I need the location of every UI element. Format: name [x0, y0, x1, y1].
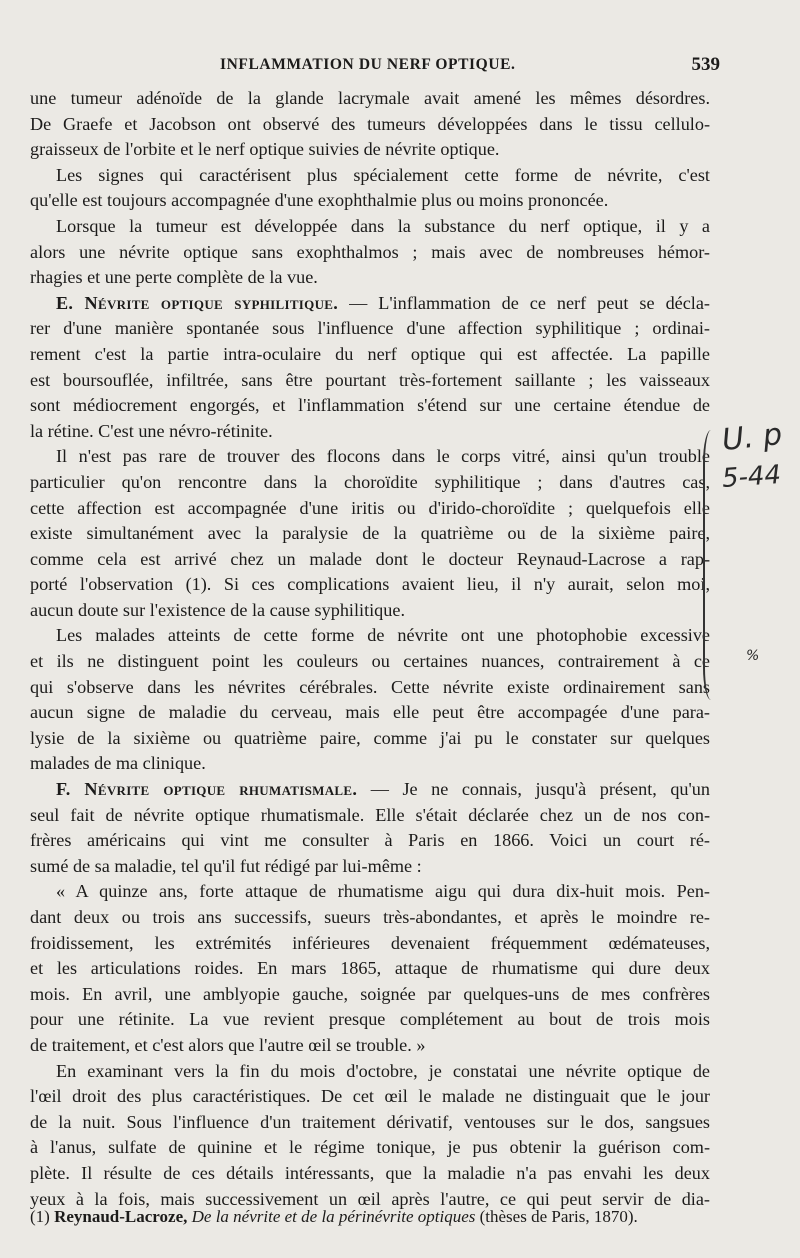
line-text: Lorsque la tumeur est développée dans la substance du nerf optique, il y a: [56, 215, 710, 236]
text-line: [30, 726, 710, 752]
page-number: 539: [691, 54, 720, 75]
text-line: [30, 419, 710, 445]
footnote-title: De la névrite et de la périnévrite optiques: [191, 1207, 476, 1226]
text-line: [30, 1110, 710, 1136]
text-line: [30, 982, 710, 1008]
line-text: rement c'est la partie intra-oculaire du nerf optique qui est affectée. La papille: [30, 343, 710, 364]
text-line: [30, 1059, 710, 1085]
text-line: [30, 86, 710, 112]
line-text: frères américains qui vint me consulter à Paris en 1866. Voici un court ré-: [30, 830, 710, 851]
line-text: de traitement, et c'est alors que l'autre œil se trouble. »: [30, 1034, 426, 1055]
footnote-marker: (1): [30, 1207, 50, 1226]
line-text: est boursouflée, infiltrée, sans être pourtant très-fortement saillante ; les vaisseaux: [30, 369, 710, 390]
text-line: [30, 496, 710, 522]
text-line: [30, 675, 710, 701]
line-text: seul fait de névrite optique rhumatismale. Elle s'était déclarée chez un de nos con-: [30, 804, 710, 825]
section-heading-line: [30, 777, 710, 803]
line-text: la rétine. C'est une névro-rétinite.: [30, 420, 273, 441]
handwritten-note: U. p: [720, 416, 784, 459]
line-text: existe simultanément avec la paralysie de la quatrième ou de la sixième paire,: [30, 523, 710, 544]
line-text: sumé de sa maladie, tel qu'il fut rédigé par lui-même :: [30, 855, 422, 876]
text-line: [30, 879, 710, 905]
line-text: froidissement, les extrémités inférieures devenaient fréquemment œdémateuses,: [30, 932, 710, 953]
text-line: [30, 240, 710, 266]
text-line: [30, 1161, 710, 1187]
line-text: — L'inflammation de ce nerf peut se décla-: [338, 292, 710, 313]
line-text: lysie de la sixième ou quatrième paire, comme j'ai pu le constater sur quelques: [30, 727, 710, 748]
line-text: une tumeur adénoïde de la glande lacrymale avait amené les mêmes désordres.: [30, 88, 710, 108]
line-text: de la nuit. Sous l'influence d'un traitement dérivatif, ventouses sur le dos, sangsues: [30, 1111, 710, 1132]
text-line: [30, 214, 710, 240]
text-line: [30, 112, 710, 138]
line-text: aucun doute sur l'existence de la cause syphilitique.: [30, 599, 405, 620]
footnote-author: Reynaud-Lacroze,: [54, 1207, 188, 1226]
text-line: [30, 137, 710, 163]
text-line: [30, 956, 710, 982]
line-text: yeux à la fois, mais successivement un œil après l'autre, ce qui peut servir de dia-: [30, 1188, 710, 1209]
line-text: sont médiocrement engorgés, et l'inflammation s'étend sur une certaine étendue de: [30, 395, 710, 416]
line-text: « A quinze ans, forte attaque de rhumatisme aigu qui dura dix-huit mois. Pen-: [56, 881, 710, 902]
text-line: [30, 751, 710, 777]
text-line: [30, 828, 710, 854]
text-line: [30, 700, 710, 726]
text-line: [30, 547, 710, 573]
line-text: qu'elle est toujours accompagnée d'une exophthalmie plus ou moins prononcée.: [30, 190, 609, 211]
line-text: En examinant vers la fin du mois d'octobre, je constatai une névrite optique de: [56, 1060, 710, 1081]
text-line: [30, 1007, 710, 1033]
line-text: particulier qu'on rencontre dans la choroïdite syphilitique ; dans d'autres cas,: [30, 471, 710, 492]
text-line: [30, 368, 710, 394]
handwritten-note: 5-44: [721, 459, 782, 495]
line-text: porté l'observation (1). Si ces complications avaient lieu, il n'y aurait, selon moi,: [30, 574, 710, 595]
line-text: De Graefe et Jacobson ont observé des tumeurs développées dans le tissu cellulo-: [30, 113, 710, 134]
line-text: graisseux de l'orbite et le nerf optique suivies de névrite optique.: [30, 139, 500, 160]
page-header: [30, 56, 720, 80]
text-line: [30, 316, 710, 342]
line-text: — Je ne connais, jusqu'à présent, qu'un: [357, 779, 710, 800]
text-line: [30, 854, 710, 880]
line-text: dant deux ou trois ans successifs, sueurs très-abondantes, et après le moindre re-: [30, 907, 710, 927]
line-text: à l'anus, sulfate de quinine et le régime tonique, je pus obtenir la guérison com-: [30, 1137, 710, 1158]
line-text: plète. Il résulte de ces détails intéressants, que la maladie n'a pas envahi les deux: [30, 1162, 710, 1183]
text-line: [30, 444, 710, 470]
line-text: aucun signe de maladie du cerveau, mais elle peut être accompagée d'une para-: [30, 702, 710, 723]
line-text: et ils ne distinguent point les couleurs ou certaines nuances, contrairement à ce: [30, 651, 710, 672]
margin-bracket: [703, 430, 719, 700]
line-text: mois. En avril, une amblyopie gauche, soignée par quelques-uns de mes confrères: [30, 983, 710, 1004]
section-heading-line: [30, 291, 710, 317]
running-head: INFLAMMATION DU NERF OPTIQUE.: [220, 56, 516, 73]
line-text: comme cela est arrivé chez un malade dont le docteur Reynaud-Lacrose a rap-: [30, 548, 710, 569]
text-line: [30, 931, 710, 957]
text-line: [30, 905, 710, 931]
text-line: [30, 188, 710, 214]
text-line: [30, 470, 710, 496]
text-line: [30, 598, 710, 624]
text-line: [30, 1135, 710, 1161]
line-text: Les malades atteints de cette forme de névrite ont une photophobie excessive: [56, 625, 710, 646]
text-line: [30, 623, 710, 649]
section-heading: F. Névrite optique rhumatismale.: [56, 779, 358, 800]
text-line: [30, 649, 710, 675]
line-text: Les signes qui caractérisent plus spécialement cette forme de névrite, c'est: [56, 164, 710, 185]
line-text: pour une rétinite. La vue revient presque complétement au bout de trois mois: [30, 1009, 710, 1030]
line-text: rer d'une manière spontanée sous l'influence d'une affection syphilitique ; ordinai-: [30, 318, 710, 339]
footnote-source: (thèses de Paris, 1870).: [479, 1207, 638, 1226]
handwritten-mark: %: [746, 648, 760, 664]
section-heading: E. Névrite optique syphilitique.: [56, 292, 339, 313]
line-text: l'œil droit des plus caractéristiques. De cet œil le malade ne distinguait que le jour: [30, 1086, 710, 1107]
text-line: [30, 572, 710, 598]
text-line: [30, 393, 710, 419]
text-line: [30, 1084, 710, 1110]
line-text: malades de ma clinique.: [30, 753, 206, 774]
footnote: [30, 1205, 710, 1229]
text-line: [30, 163, 710, 189]
text-line: [30, 342, 710, 368]
line-text: qui s'observe dans les névrites cérébrales. Cette névrite existe ordinairement sans: [30, 676, 710, 697]
line-text: alors une névrite optique sans exophthalmos ; mais avec de nombreuses hémor-: [30, 241, 710, 262]
text-line: [30, 265, 710, 291]
text-line: [30, 803, 710, 829]
line-text: Il n'est pas rare de trouver des flocons dans le corps vitré, ainsi qu'un trouble: [56, 446, 710, 467]
line-text: et les articulations roides. En mars 1865, attaque de rhumatisme qui dure deux: [30, 958, 710, 979]
body-text: [30, 86, 710, 1212]
line-text: rhagies et une perte complète de la vue.: [30, 267, 318, 288]
line-text: cette affection est accompagnée d'une iritis ou d'irido-choroïdite ; quelquefois elle: [30, 497, 710, 518]
text-line: [30, 1033, 710, 1059]
text-line: [30, 521, 710, 547]
